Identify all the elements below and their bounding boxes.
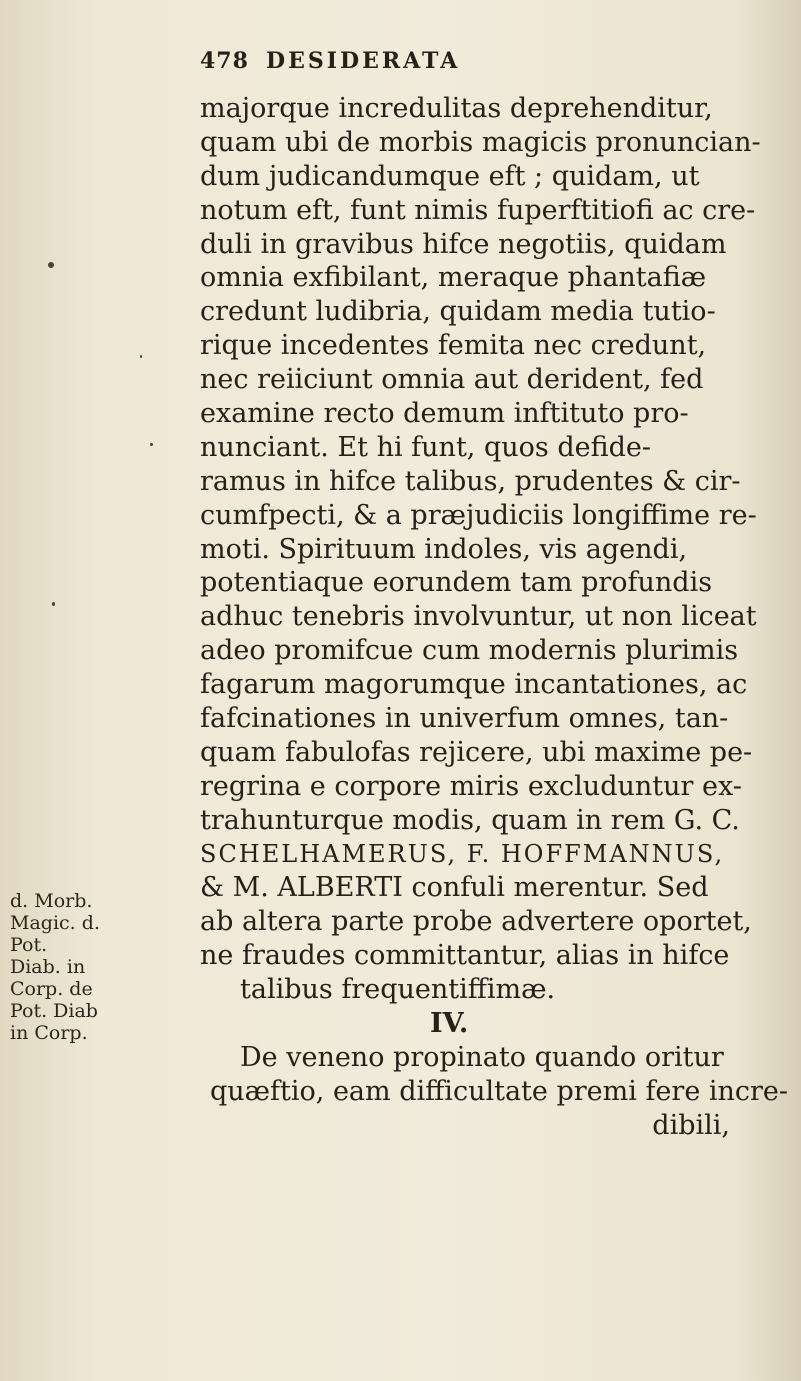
margin-note: Pot. Diab bbox=[10, 1000, 98, 1022]
section-line: quæftio, eam difficultate premi fere incre- bbox=[210, 1075, 789, 1107]
text-line: adhuc tenebris involvuntur, ut non liceat bbox=[200, 601, 757, 633]
margin-note: Pot. bbox=[10, 934, 48, 956]
text-line: moti. Spirituum indoles, vis agendi, bbox=[200, 533, 688, 565]
running-title: DESIDERATA bbox=[266, 48, 461, 74]
text-line: cumfpecti, & a præjudiciis longiffime re- bbox=[200, 499, 757, 531]
text-line: talibus frequentiffimæ. bbox=[240, 974, 556, 1006]
text-line: regrina e corpore miris excluduntur ex- bbox=[200, 770, 742, 802]
margin-note: Corp. de bbox=[10, 978, 93, 1000]
ink-speck bbox=[48, 262, 54, 268]
text-line: potentiaque eorundem tam profundis bbox=[200, 567, 713, 599]
ink-speck bbox=[150, 443, 153, 446]
text-line: credunt ludibria, quidam media tutio- bbox=[200, 296, 716, 328]
margin-note: d. Morb. bbox=[10, 890, 93, 912]
text-line: & M. ALBERTI confuli merentur. Sed bbox=[200, 872, 709, 904]
text-line: ne fraudes committantur, alias in hifce bbox=[200, 940, 730, 972]
ink-speck bbox=[140, 355, 142, 358]
text-line: ramus in hifce talibus, prudentes & cir- bbox=[200, 465, 741, 497]
text-line: omnia exfibilant, meraque phantafiæ bbox=[200, 262, 707, 294]
text-line: quam fabulofas rejicere, ubi maxime pe- bbox=[200, 736, 753, 768]
text-line: dum judicandumque eft ; quidam, ut bbox=[200, 160, 700, 192]
margin-notes bbox=[10, 890, 200, 1044]
text-line: quam ubi de morbis magicis pronuncian- bbox=[200, 126, 761, 158]
text-line: trahunturque modis, quam in rem G. C. bbox=[200, 804, 740, 836]
text-line: nunciant. Et hi funt, quos defide- bbox=[200, 431, 651, 463]
ink-speck bbox=[52, 602, 55, 606]
body-text bbox=[200, 92, 790, 1143]
text-line: duli in gravibus hifce negotiis, quidam bbox=[200, 228, 727, 260]
margin-note: Diab. in bbox=[10, 956, 86, 978]
text-line-author-names: SCHELHAMERUS, F. HOFFMANNUS, bbox=[200, 839, 725, 868]
section-line: dibili, bbox=[652, 1109, 730, 1141]
text-line: notum eft, funt nimis fuperftitiofi ac cre- bbox=[200, 194, 756, 226]
text-line: majorque incredulitas deprehenditur, bbox=[200, 93, 713, 124]
text-line: nec reiiciunt omnia aut derident, fed bbox=[200, 364, 704, 396]
text-line: fafcinationes in univerfum omnes, tan- bbox=[200, 703, 729, 735]
text-line: examine recto demum inftituto pro- bbox=[200, 398, 689, 430]
section-number: IV. bbox=[430, 1008, 469, 1040]
section-line: De veneno propinato quando oritur bbox=[240, 1041, 724, 1073]
text-line: fagarum magorumque incantationes, ac bbox=[200, 669, 748, 701]
text-line: ab altera parte probe advertere oportet, bbox=[200, 906, 752, 938]
text-line: adeo promifcue cum modernis plurimis bbox=[200, 635, 739, 667]
margin-note: in Corp. bbox=[10, 1022, 88, 1044]
text-line: rique incedentes femita nec credunt, bbox=[200, 330, 707, 362]
page-number: 478 bbox=[200, 48, 249, 74]
margin-note: Magic. d. bbox=[10, 912, 100, 934]
